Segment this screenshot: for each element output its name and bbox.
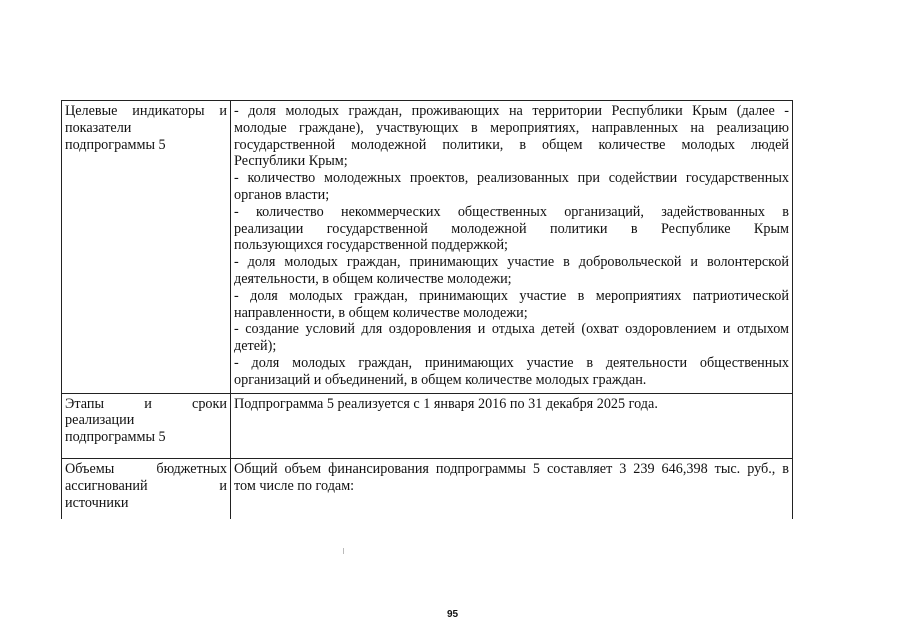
content-line: детей); xyxy=(234,338,277,355)
label-line: источники xyxy=(65,494,129,511)
content-line: том числе по годам: xyxy=(234,477,355,494)
row-label-stages xyxy=(62,393,231,458)
content-line: - доля молодых граждан, принимающих участие в деятельности общественных xyxy=(234,354,789,371)
table-row-stages xyxy=(62,393,793,458)
label-line: Объемы бюджетных xyxy=(65,460,227,477)
page-number: 95 xyxy=(446,609,459,620)
content-line: Общий объем финансирования подпрограммы 5 составляет 3 239 646,398 тыс. руб., в xyxy=(234,460,789,477)
table-row-funding xyxy=(62,458,793,519)
label-line: подпрограммы 5 xyxy=(65,429,166,446)
content-line: молодые граждане), участвующих в мероприятиях, направленных на реализацию xyxy=(234,119,789,136)
content-line: - количество некоммерческих общественных организаций, задействованных в xyxy=(234,203,789,220)
row-content-indicators xyxy=(231,101,793,394)
passport-table xyxy=(61,100,793,519)
content-line: государственной молодежной политики, в общем количестве молодых людей xyxy=(234,136,789,153)
content-line: - доля молодых граждан, принимающих участие в мероприятиях патриотической xyxy=(234,287,789,304)
content-line: Подпрограмма 5 реализуется с 1 января 2016 по 31 декабря 2025 года. xyxy=(234,395,658,412)
row-content-funding xyxy=(231,458,793,519)
label-line: подпрограммы 5 xyxy=(65,136,166,153)
table-row-indicators xyxy=(62,101,793,394)
content-line: организаций и объединений, в общем количестве молодых граждан. xyxy=(234,371,647,388)
content-line: пользующихся государственной поддержкой; xyxy=(234,237,508,254)
label-line: Целевые индикаторы и xyxy=(65,103,227,119)
content-line: - доля молодых граждан, принимающих участие в добровольческой и волонтерской xyxy=(234,254,789,271)
row-label-funding xyxy=(62,458,231,519)
row-label-indicators xyxy=(62,101,231,394)
row-content-stages xyxy=(231,393,793,458)
content-line: Республики Крым; xyxy=(234,153,348,170)
label-line: показатели xyxy=(65,119,132,136)
content-line: деятельности, в общем количестве молодежи; xyxy=(234,270,512,287)
label-line: ассигнований и xyxy=(65,477,227,494)
scan-speck xyxy=(343,548,344,554)
content-line: - доля молодых граждан, проживающих на территории Республики Крым (далее - xyxy=(234,103,789,119)
content-line: - создание условий для оздоровления и отдыха детей (охват оздоровлением и отдыхом xyxy=(234,321,789,338)
content-line: - количество молодежных проектов, реализованных при содействии государственных xyxy=(234,170,789,187)
label-line: Этапы и сроки xyxy=(65,395,227,412)
content-line: направленности, в общем количестве молодежи; xyxy=(234,304,528,321)
content-line: реализации государственной молодежной политики в Республике Крым xyxy=(234,220,789,237)
label-line: реализации xyxy=(65,412,135,429)
content-line: органов власти; xyxy=(234,186,330,203)
